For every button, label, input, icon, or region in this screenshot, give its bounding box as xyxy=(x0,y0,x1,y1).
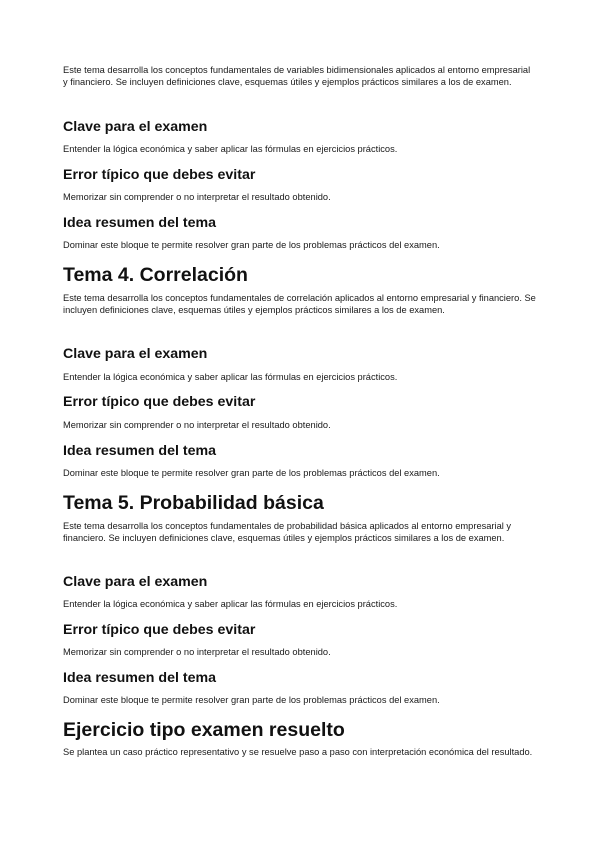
section-heading: Error típico que debes evitar xyxy=(63,167,256,183)
section-body: Memorizar sin comprender o no interpretar el resultado obtenido. xyxy=(63,647,331,657)
section-body-idea-3 xyxy=(63,694,537,706)
section-body-idea-1 xyxy=(63,239,537,251)
topic-intro: Este tema desarrolla los conceptos fundamentales de correlación aplicados al entorno empresarial y financiero. Se incluyen definiciones clave, esquemas útiles y ejemplos prácticos similares a los de examen. xyxy=(63,293,536,316)
section-clave-3 xyxy=(63,574,537,591)
section-body-error-2 xyxy=(63,419,537,431)
section-clave-2 xyxy=(63,346,537,363)
tema5-intro-block xyxy=(63,520,537,544)
section-body: Memorizar sin comprender o no interpretar el resultado obtenido. xyxy=(63,192,331,202)
tema4-title-block xyxy=(63,263,537,287)
section-body: Entender la lógica económica y saber aplicar las fórmulas en ejercicios prácticos. xyxy=(63,599,398,609)
topic-title: Ejercicio tipo examen resuelto xyxy=(63,719,345,741)
topic-intro: Este tema desarrolla los conceptos fundamentales de probabilidad básica aplicados al entorno empresarial y financiero. Se incluyen definiciones clave, esquemas útiles y ejemplos prácticos similares a los de examen. xyxy=(63,521,512,544)
section-heading: Idea resumen del tema xyxy=(63,215,216,231)
intro-paragraph: Este tema desarrolla los conceptos fundamentales de variables bidimensionales aplicados al entorno empresarial y financiero. Se incluyen definiciones clave, esquemas útiles y ejemplos prácticos similares a los de examen. xyxy=(63,65,531,88)
section-idea-1 xyxy=(63,215,537,232)
section-body-clave-1 xyxy=(63,143,537,155)
section-body: Memorizar sin comprender o no interpretar el resultado obtenido. xyxy=(63,420,331,430)
section-error-2 xyxy=(63,394,537,411)
section-heading: Idea resumen del tema xyxy=(63,443,216,459)
section-body-clave-3 xyxy=(63,598,537,610)
ejercicio-title-block xyxy=(63,718,537,742)
section-clave-1 xyxy=(63,119,537,136)
section-idea-2 xyxy=(63,443,537,460)
tema4-intro-block xyxy=(63,292,537,316)
section-body: Entender la lógica económica y saber aplicar las fórmulas en ejercicios prácticos. xyxy=(63,144,398,154)
topic-title: Tema 4. Correlación xyxy=(63,264,248,286)
section-body: Dominar este bloque te permite resolver gran parte de los problemas prácticos del examen. xyxy=(63,468,440,478)
section-heading: Clave para el examen xyxy=(63,119,208,135)
section-error-3 xyxy=(63,622,537,639)
section-body: Dominar este bloque te permite resolver gran parte de los problemas prácticos del examen. xyxy=(63,695,440,705)
section-error-1 xyxy=(63,167,537,184)
section-body: Entender la lógica económica y saber aplicar las fórmulas en ejercicios prácticos. xyxy=(63,372,398,382)
section-heading: Clave para el examen xyxy=(63,346,208,362)
section-body-error-3 xyxy=(63,646,537,658)
tema5-title-block xyxy=(63,491,537,515)
section-body: Dominar este bloque te permite resolver gran parte de los problemas prácticos del examen. xyxy=(63,240,440,250)
topic-title: Tema 5. Probabilidad básica xyxy=(63,492,324,514)
section-body-clave-2 xyxy=(63,371,537,383)
section-heading: Clave para el examen xyxy=(63,574,208,590)
section-body-error-1 xyxy=(63,191,537,203)
section-idea-3 xyxy=(63,670,537,687)
section-heading: Idea resumen del tema xyxy=(63,670,216,686)
ejercicio-body: Se plantea un caso práctico representativo y se resuelve paso a paso con interpretación económica del resultado. xyxy=(63,747,533,757)
section-heading: Error típico que debes evitar xyxy=(63,394,256,410)
section-body-idea-2 xyxy=(63,467,537,479)
ejercicio-body-block xyxy=(63,746,537,758)
section-heading: Error típico que debes evitar xyxy=(63,622,256,638)
intro-paragraph-block xyxy=(63,64,537,88)
